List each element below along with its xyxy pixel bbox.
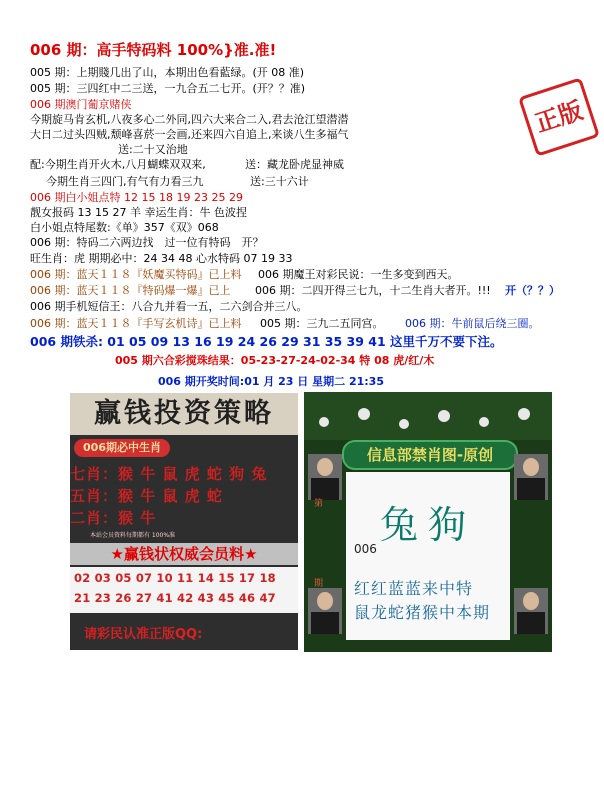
person-portrait	[514, 588, 548, 634]
text-line-8a: 今期生肖三四门,有气有力看三九	[46, 175, 204, 188]
text-line-18: 006 期铁杀: 01 05 09 13 16 19 24 26 29 31 35 39 41 这里千万不要下注。	[30, 334, 503, 349]
page-title: 006 期：高手特码料 100%}准.准!	[30, 41, 277, 59]
text-line-19: 005 期六合彩搅珠结果：05-23-27-24-02-34 特 08 虎/红/木	[115, 354, 435, 367]
text-line-2: 005 期：三四红中二三送，一九合五二七开。(开？？准)	[30, 82, 306, 95]
issue-number: 006	[354, 542, 377, 556]
text-line-8b: 送:三十六计	[250, 175, 309, 188]
text-line-12: 006 期：特码二六两边找 过一位有特码 开？	[30, 236, 264, 249]
text-line-7b: 送：藏龙卧虎显神威	[245, 158, 344, 171]
text-line-16: 006 期手机短信王：八合九并看一五，二六剑合并三八。	[30, 300, 308, 313]
text-line-6: 送:二十又治地	[118, 143, 188, 156]
zodiac-two: 二肖：猴 牛	[70, 509, 157, 527]
authority-band: ★赢钱状权威会员料★	[70, 543, 298, 565]
person-portrait	[514, 454, 548, 500]
text-line-15c: 开（？？）	[505, 284, 560, 297]
side-label-top: 第	[314, 499, 324, 509]
right-line-1: 红红蓝蓝来中特	[354, 579, 474, 598]
text-line-15a: 006 期：蓝天１１８『特码爆一爆』已上	[30, 284, 231, 297]
text-line-20: 006 期开奖时间:01 月 23 日 星期二 21:35	[158, 375, 384, 388]
right-center-panel	[346, 472, 510, 640]
text-line-14b: 006 期魔王对彩民说：一生多变到西天。	[258, 268, 459, 281]
number-row-1: 02 03 05 07 10 11 14 15 17 18	[74, 571, 276, 585]
zodiac-five: 五肖：猴 牛 鼠 虎 蛇	[70, 487, 223, 505]
number-box	[70, 567, 298, 613]
text-line-1: 005 期：上期賤几出了山，本期出色看藍绿。(开 08 准)	[30, 66, 305, 79]
text-line-4: 今期旋马肯玄机,八夜多心二外同,四六大来合二入,君去沧江望潜潜	[30, 113, 349, 126]
text-line-9: 006 期白小姐点特 12 15 18 19 23 25 29	[30, 191, 243, 204]
text-line-17a: 006 期：蓝天１１８『手写玄机诗』已上料	[30, 317, 242, 330]
person-portrait	[308, 454, 342, 500]
text-line-17c: 006 期：牛前鼠后绕三圈。	[405, 317, 540, 330]
zodiac-pair: 兔狗	[379, 503, 476, 547]
text-line-5: 大日二过头四贼,颓峰喜菸一会画,还来四六自追上,来谈八生多福气	[30, 128, 349, 141]
text-line-11: 白小姐点特尾数:《单》357《双》068	[30, 221, 219, 234]
number-row-2: 21 23 26 27 41 42 43 45 46 47	[74, 591, 276, 605]
person-portrait	[308, 588, 342, 634]
left-badge: 006期必中生肖	[74, 439, 170, 457]
left-promo-image	[70, 393, 298, 650]
zodiac-seven: 七肖：猴 牛 鼠 虎 蛇 狗 兔	[70, 465, 268, 483]
left-banner: 赢钱投资策略	[70, 393, 298, 435]
right-line-2: 鼠龙蛇猪猴中本期	[354, 603, 491, 622]
text-line-17b: 005 期：三九二五同宫。	[260, 317, 384, 330]
qq-line: 请彩民认准正版QQ:	[84, 627, 203, 642]
genuine-stamp: 正版	[518, 77, 600, 156]
text-line-3: 006 期澳门葡京赌侠	[30, 98, 132, 111]
right-banner: 信息部禁肖图-原创	[342, 440, 518, 470]
text-line-15b: 006 期：二四开得三七九，十二生肖大者开。!!!	[255, 284, 491, 297]
left-small-note: 本站会员资料每期都有 100%准	[90, 532, 176, 539]
side-label-bottom: 期	[314, 579, 324, 589]
text-line-10: 靓女报码 13 15 27 羊 幸运生肖：牛 色波捏	[30, 206, 247, 219]
foliage-decoration	[304, 392, 552, 440]
text-line-13: 旺生肖：虎 期期必中：24 34 48 心水特码 07 19 33	[30, 252, 293, 265]
text-line-7a: 配:今期生肖开火木,八月蝴蝶双双来,	[30, 158, 206, 171]
right-promo-image	[304, 392, 552, 652]
text-line-14a: 006 期：蓝天１１８『妖魔买特码』已上料	[30, 268, 242, 281]
